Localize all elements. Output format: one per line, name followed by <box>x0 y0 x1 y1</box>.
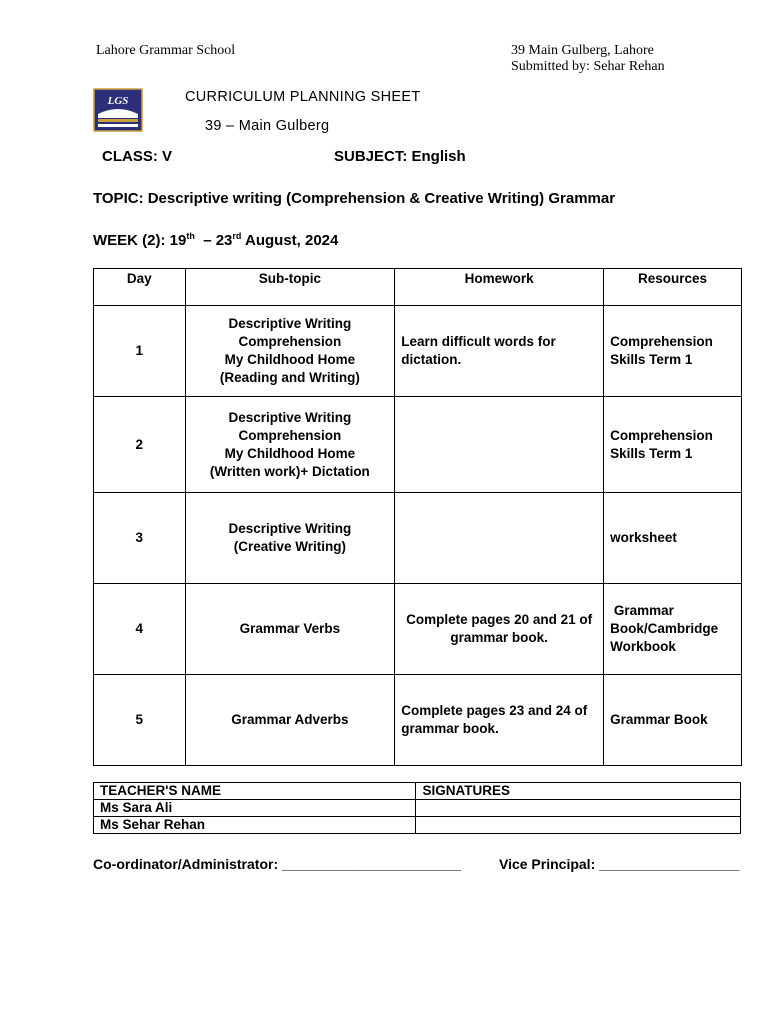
subtopic-cell <box>185 584 395 675</box>
header-subtopic: Sub-topic <box>185 269 395 306</box>
subtopic-cell-line: Descriptive Writing <box>228 316 352 331</box>
homework-cell-line: Complete pages 23 and 24 of <box>401 703 588 718</box>
table-row <box>94 584 742 675</box>
branch-name: 39 – Main Gulberg <box>205 118 330 134</box>
subtopic-cell-line: Comprehension <box>238 334 342 349</box>
planning-table <box>93 268 742 766</box>
teacher-name: Ms Sehar Rehan <box>94 817 416 834</box>
header-homework: Homework <box>395 269 604 306</box>
subtopic-cell <box>185 306 395 397</box>
table-row <box>94 397 742 493</box>
resources-cell <box>604 397 742 493</box>
topic-label: TOPIC: Descriptive writing (Comprehension & Creative Writing) Grammar <box>93 190 616 207</box>
resources-cell <box>604 493 742 584</box>
subtopic-cell <box>185 675 395 766</box>
header-day: Day <box>94 269 186 306</box>
svg-text:LGS: LGS <box>107 95 129 107</box>
day-cell: 3 <box>94 493 186 584</box>
teacher-name-header: TEACHER'S NAME <box>94 783 416 800</box>
resources-cell-line: worksheet <box>610 530 677 545</box>
resources-cell <box>604 306 742 397</box>
table-row <box>94 817 741 834</box>
subtopic-cell-line: Descriptive Writing <box>228 521 352 536</box>
day-cell: 5 <box>94 675 186 766</box>
subtopic-cell-line: (Written work)+ Dictation <box>209 463 370 479</box>
signatures-header: SIGNATURES <box>416 783 741 800</box>
resources-cell <box>604 584 742 675</box>
subtopic-cell-line: Grammar Adverbs <box>231 712 349 727</box>
resources-cell-line: Skills Term 1 <box>610 352 693 367</box>
resources-cell <box>604 675 742 766</box>
subtopic-cell-line: Comprehension <box>238 427 342 443</box>
table-row <box>94 675 742 766</box>
submitted-by: Submitted by: Sehar Rehan <box>511 59 665 74</box>
homework-cell <box>395 306 604 397</box>
signature-header-row <box>94 783 741 800</box>
table-row <box>94 800 741 817</box>
resources-cell-line: Grammar <box>610 603 674 618</box>
header-resources: Resources <box>604 269 742 306</box>
school-name: Lahore Grammar School <box>96 43 236 58</box>
school-address: 39 Main Gulberg, Lahore <box>511 43 654 58</box>
header-right <box>511 43 665 75</box>
homework-cell-line: Complete pages 20 and 21 of <box>406 612 593 627</box>
vice-principal-signature-line: Vice Principal: __________________ <box>499 856 740 872</box>
day-cell: 1 <box>94 306 186 397</box>
subtopic-cell-line: My Childhood Home <box>224 445 356 461</box>
homework-cell <box>395 493 604 584</box>
homework-cell <box>395 675 604 766</box>
day-cell: 2 <box>94 397 186 493</box>
homework-cell <box>395 584 604 675</box>
subtopic-cell-line: Descriptive Writing <box>228 409 352 425</box>
table-header-row <box>94 269 742 306</box>
signature-cell <box>416 800 741 817</box>
homework-cell-line: grammar book. <box>450 630 548 645</box>
homework-cell-line: grammar book. <box>401 721 499 736</box>
signature-table <box>93 782 741 834</box>
subject-label: SUBJECT: English <box>334 148 466 165</box>
day-cell: 4 <box>94 584 186 675</box>
subtopic-cell-line: (Creative Writing) <box>233 539 346 554</box>
resources-cell-line: Comprehension <box>610 334 713 349</box>
subtopic-cell-line: My Childhood Home <box>224 352 356 367</box>
table-row <box>94 306 742 397</box>
week-label: WEEK (2): 19th – 23rd August, 2024 <box>93 231 339 249</box>
subtopic-cell-line: (Reading and Writing) <box>219 370 360 385</box>
homework-cell <box>395 397 604 493</box>
school-logo <box>93 88 143 132</box>
teacher-name: Ms Sara Ali <box>94 800 416 817</box>
signature-cell <box>416 817 741 834</box>
coordinator-signature-line: Co-ordinator/Administrator: _______________________ <box>93 856 462 872</box>
resources-cell-line: Skills Term 1 <box>610 445 693 461</box>
resources-cell-line: Grammar Book <box>610 712 708 727</box>
subtopic-cell-line: Grammar Verbs <box>239 621 341 636</box>
homework-cell-line: dictation. <box>401 352 462 367</box>
resources-cell-line: Book/Cambridge <box>610 621 719 636</box>
resources-cell-line: Workbook <box>610 639 676 654</box>
homework-cell-line: Learn difficult words for <box>401 334 556 349</box>
table-row <box>94 493 742 584</box>
sheet-title: CURRICULUM PLANNING SHEET <box>185 89 421 105</box>
subtopic-cell <box>185 493 395 584</box>
subtopic-cell <box>185 397 395 493</box>
resources-cell-line: Comprehension <box>610 427 713 443</box>
class-label: CLASS: V <box>102 148 173 165</box>
